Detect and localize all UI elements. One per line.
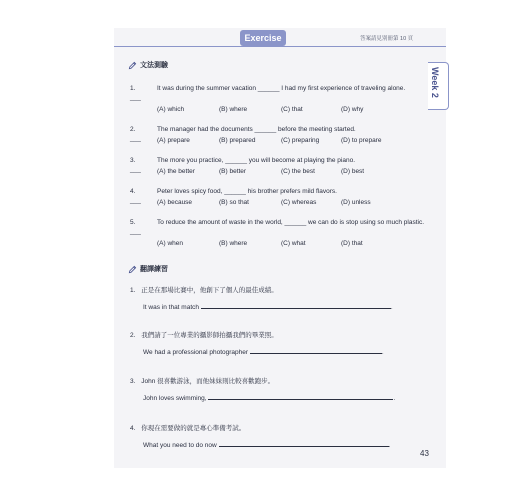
pencil-icon [128,265,137,274]
answer-end: . [393,395,396,402]
option-b[interactable]: (B) prepared [219,137,256,144]
option-d[interactable]: (D) to prepare [341,137,382,144]
option-b[interactable]: (B) where [219,240,248,247]
translation-item-2 [130,330,278,339]
header-divider [114,46,446,47]
option-a[interactable]: (A) which [157,106,185,113]
question-number: 4. ___ [130,188,141,204]
answer-reference: 答案請見別冊第 10 頁 [360,36,414,42]
chinese-prompt: 你現在需要做的就是專心準備考試。 [141,425,246,432]
translation-section-title [128,264,168,274]
translation-item-3 [130,376,274,385]
option-a[interactable]: (A) because [157,199,193,206]
grammar-section-title [128,60,168,70]
chinese-prompt: 我們請了一位專業的攝影師拍攝我們的畢業照。 [141,332,278,339]
answer-end: . [390,304,393,311]
worksheet-page [114,28,446,468]
question-number: 5. ___ [130,219,141,235]
question-text: The more you practice, ______ you will become at playing the piano. [157,157,356,164]
answer-end: . [388,442,391,449]
translation-answer-1 [143,302,393,311]
option-c[interactable]: (C) that [281,106,303,113]
option-d[interactable]: (D) that [341,240,363,247]
option-b[interactable]: (B) where [219,106,248,113]
answer-end: . [381,349,384,356]
question-number: 1. ___ [130,85,141,101]
question-number: 2. ___ [130,126,141,142]
exercise-title: Exercise [244,33,282,43]
item-number: 3. [130,378,136,385]
option-d[interactable]: (D) why [341,106,364,113]
pencil-icon [128,61,137,70]
option-a[interactable]: (A) the better [157,168,195,175]
translation-answer-3 [143,393,395,402]
translation-title-text: 翻譯練習 [140,266,168,273]
translation-item-1 [130,285,278,294]
answer-start: We had a professional photographer [143,349,249,356]
answer-start: It was in that match [143,304,199,311]
option-d[interactable]: (D) best [341,168,365,175]
item-number: 4. [130,425,136,432]
option-b[interactable]: (B) so that [219,199,249,206]
question-text: Peter loves spicy food, ______ his brother prefers mild flavors. [157,188,337,195]
translation-answer-2 [143,347,384,356]
item-number: 2. [130,332,136,339]
option-c[interactable]: (C) the best [281,168,315,175]
answer-blank[interactable] [250,347,382,354]
option-c[interactable]: (C) preparing [281,137,320,144]
page-number: 43 [420,449,429,458]
answer-blank[interactable] [208,393,396,402]
option-c[interactable]: (C) whereas [281,199,317,206]
question-text: The manager had the documents ______ before the meeting started. [157,126,356,133]
answer-blank[interactable] [201,302,391,309]
answer-start: What you need to do now [143,442,217,449]
option-a[interactable]: (A) when [157,240,184,247]
exercise-header-pill [240,30,286,46]
option-c[interactable]: (C) what [281,240,306,247]
grammar-title-text: 文法測驗 [140,62,168,69]
translation-item-4 [130,423,245,432]
option-b[interactable]: (B) better [219,168,247,175]
week-label: Week 2 [430,67,440,98]
translation-answer-4 [143,440,390,449]
option-d[interactable]: (D) unless [341,199,371,206]
chinese-prompt: 正是在那場比賽中，他創下了個人的最佳成績。 [141,287,278,294]
option-a[interactable]: (A) prepare [157,137,190,144]
answer-blank[interactable] [219,440,389,447]
question-text: To reduce the amount of waste in the world, ______ we can do is stop using so much plastic. [157,219,425,226]
question-number: 3. ___ [130,157,141,173]
item-number: 1. [130,287,136,294]
question-text: It was during the summer vacation ______ I had my first experience of traveling alone. [157,85,406,92]
answer-start: John loves swimming, [143,395,207,402]
week-side-tab [428,62,449,110]
chinese-prompt: John 很喜歡游泳，而他妹妹則比較喜歡跑步。 [141,378,275,385]
